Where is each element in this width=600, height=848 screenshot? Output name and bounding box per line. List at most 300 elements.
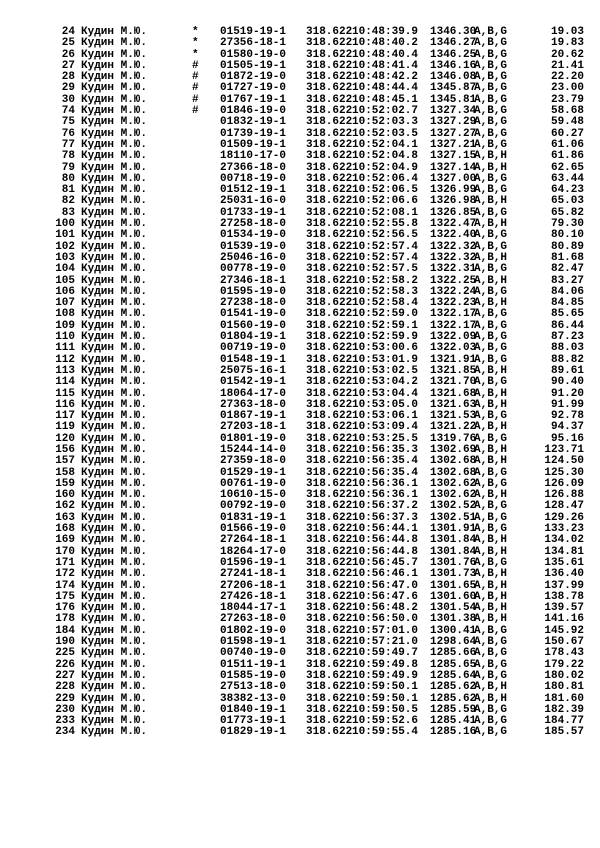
mode-code: A,B,G <box>474 48 508 61</box>
record-code: 01511-19-1 <box>220 658 287 671</box>
person-name: Кудин М.Ю. <box>81 376 148 389</box>
timestamp: 10:52:58.2 <box>352 274 419 287</box>
row-number: 116 <box>55 398 75 411</box>
timestamp: 10:53:01.9 <box>352 353 419 366</box>
row-number: 160 <box>55 489 75 502</box>
measure-value: 1345.81 <box>430 93 477 106</box>
record-code: 01840-19-1 <box>220 703 287 716</box>
mode-code: A,B,G <box>474 636 508 649</box>
table-row <box>0 230 600 241</box>
flag-mark: * <box>192 37 199 50</box>
timestamp: 10:56:37.2 <box>352 500 419 513</box>
row-number: 117 <box>55 410 75 423</box>
person-name: Кудин М.Ю. <box>81 692 148 705</box>
row-number: 174 <box>55 579 75 592</box>
mode-code: A,B,G <box>474 82 508 95</box>
record-code: 27238-18-0 <box>220 297 287 310</box>
record-code: 01739-19-1 <box>220 127 287 140</box>
elapsed-value: 133.23 <box>544 523 584 536</box>
timestamp: 10:53:06.1 <box>352 410 419 423</box>
flag-mark: # <box>192 93 199 106</box>
table-row <box>0 343 600 354</box>
timestamp: 10:52:58.4 <box>352 297 419 310</box>
person-name: Кудин М.Ю. <box>81 297 148 310</box>
record-code: 01801-19-0 <box>220 432 287 445</box>
timestamp: 10:48:41.4 <box>352 59 419 72</box>
timestamp: 10:52:06.5 <box>352 184 419 197</box>
frequency-value: 318.622 <box>306 48 353 61</box>
frequency-value: 318.622 <box>306 647 353 660</box>
person-name: Кудин М.Ю. <box>81 500 148 513</box>
frequency-value: 318.622 <box>306 37 353 50</box>
table-row <box>0 456 600 467</box>
row-number: 169 <box>55 534 75 547</box>
person-name: Кудин М.Ю. <box>81 274 148 287</box>
mode-code: A,B,G <box>474 477 508 490</box>
record-code: 01733-19-1 <box>220 206 287 219</box>
measure-value: 1321.68 <box>430 387 477 400</box>
person-name: Кудин М.Ю. <box>81 624 148 637</box>
elapsed-value: 79.30 <box>550 218 584 231</box>
person-name: Кудин М.Ю. <box>81 545 148 558</box>
elapsed-value: 141.16 <box>544 613 584 626</box>
elapsed-value: 86.44 <box>550 319 584 332</box>
row-number: 162 <box>55 500 75 513</box>
row-number: 120 <box>55 432 75 445</box>
record-code: 00719-19-0 <box>220 342 287 355</box>
measure-value: 1301.65 <box>430 579 477 592</box>
timestamp: 10:52:03.5 <box>352 127 419 140</box>
record-code: 27258-18-0 <box>220 218 287 231</box>
timestamp: 10:59:49.9 <box>352 669 419 682</box>
frequency-value: 318.622 <box>306 387 353 400</box>
person-name: Кудин М.Ю. <box>81 410 148 423</box>
elapsed-value: 179.22 <box>544 658 584 671</box>
row-number: 81 <box>61 184 75 197</box>
row-number: 104 <box>55 263 75 276</box>
elapsed-value: 58.68 <box>550 105 584 118</box>
measure-value: 1302.51 <box>430 511 477 524</box>
mode-code: A,B,H <box>474 195 508 208</box>
frequency-value: 318.622 <box>306 613 353 626</box>
elapsed-value: 82.47 <box>550 263 584 276</box>
frequency-value: 318.622 <box>306 331 353 344</box>
flag-mark: # <box>192 59 199 72</box>
mode-code: A,B,G <box>474 206 508 219</box>
person-name: Кудин М.Ю. <box>81 26 148 38</box>
frequency-value: 318.622 <box>306 636 353 649</box>
measure-value: 1301.60 <box>430 590 477 603</box>
person-name: Кудин М.Ю. <box>81 489 148 502</box>
person-name: Кудин М.Ю. <box>81 421 148 434</box>
record-code: 10610-15-0 <box>220 489 287 502</box>
mode-code: A,B,H <box>474 218 508 231</box>
record-code: 01519-19-1 <box>220 26 287 38</box>
person-name: Кудин М.Ю. <box>81 556 148 569</box>
record-code: 01534-19-0 <box>220 229 287 242</box>
timestamp: 10:52:08.1 <box>352 206 419 219</box>
frequency-value: 318.622 <box>306 455 353 468</box>
timestamp: 10:53:09.4 <box>352 421 419 434</box>
row-number: 157 <box>55 455 75 468</box>
row-number: 29 <box>61 82 75 95</box>
mode-code: A,B,H <box>474 545 508 558</box>
mode-code: A,B,G <box>474 308 508 321</box>
elapsed-value: 150.67 <box>544 636 584 649</box>
table-row <box>0 117 600 128</box>
row-number: 229 <box>55 692 75 705</box>
table-row <box>0 38 600 49</box>
row-number: 114 <box>55 376 75 389</box>
timestamp: 10:59:50.1 <box>352 692 419 705</box>
record-code: 01867-19-1 <box>220 410 287 423</box>
elapsed-value: 90.40 <box>550 376 584 389</box>
record-code: 01831-19-1 <box>220 511 287 524</box>
measure-value: 1321.70 <box>430 376 477 389</box>
person-name: Кудин М.Ю. <box>81 184 148 197</box>
person-name: Кудин М.Ю. <box>81 477 148 490</box>
mode-code: A,B,G <box>474 105 508 118</box>
elapsed-value: 63.44 <box>550 172 584 185</box>
frequency-value: 318.622 <box>306 443 353 456</box>
timestamp: 10:52:55.8 <box>352 218 419 231</box>
frequency-value: 318.622 <box>306 127 353 140</box>
person-name: Кудин М.Ю. <box>81 172 148 185</box>
elapsed-value: 123.71 <box>544 443 584 456</box>
timestamp: 10:56:45.7 <box>352 556 419 569</box>
mode-code: A,B,G <box>474 703 508 716</box>
timestamp: 10:52:06.4 <box>352 172 419 185</box>
frequency-value: 318.622 <box>306 274 353 287</box>
person-name: Кудин М.Ю. <box>81 308 148 321</box>
person-name: Кудин М.Ю. <box>81 71 148 84</box>
flag-mark: # <box>192 105 199 118</box>
record-code: 01529-19-1 <box>220 466 287 479</box>
row-number: 113 <box>55 364 75 377</box>
person-name: Кудин М.Ю. <box>81 466 148 479</box>
frequency-value: 318.622 <box>306 353 353 366</box>
timestamp: 10:56:35.4 <box>352 455 419 468</box>
mode-code: A,B,H <box>474 602 508 615</box>
elapsed-value: 91.99 <box>550 398 584 411</box>
person-name: Кудин М.Ю. <box>81 602 148 615</box>
row-number: 24 <box>61 26 75 38</box>
mode-code: A,B,G <box>474 116 508 129</box>
mode-code: A,B,H <box>474 364 508 377</box>
mode-code: A,B,H <box>474 534 508 547</box>
row-number: 172 <box>55 568 75 581</box>
frequency-value: 318.622 <box>306 206 353 219</box>
person-name: Кудин М.Ю. <box>81 511 148 524</box>
timestamp: 10:57:01.0 <box>352 624 419 637</box>
person-name: Кудин М.Ю. <box>81 319 148 332</box>
measure-value: 1301.73 <box>430 568 477 581</box>
record-code: 01767-19-1 <box>220 93 287 106</box>
mode-code: A,B,G <box>474 466 508 479</box>
elapsed-value: 80.10 <box>550 229 584 242</box>
elapsed-value: 84.06 <box>550 285 584 298</box>
frequency-value: 318.622 <box>306 93 353 106</box>
frequency-value: 318.622 <box>306 342 353 355</box>
timestamp: 10:48:39.9 <box>352 26 419 38</box>
row-number: 225 <box>55 647 75 660</box>
person-name: Кудин М.Ю. <box>81 127 148 140</box>
person-name: Кудин М.Ю. <box>81 658 148 671</box>
elapsed-value: 184.77 <box>544 715 584 728</box>
table-row <box>0 264 600 275</box>
timestamp: 10:52:04.8 <box>352 150 419 163</box>
mode-code: A,B,H <box>474 398 508 411</box>
frequency-value: 318.622 <box>306 489 353 502</box>
frequency-value: 318.622 <box>306 285 353 298</box>
mode-code: A,B,G <box>474 127 508 140</box>
elapsed-value: 61.06 <box>550 138 584 151</box>
measure-value: 1322.40 <box>430 229 477 242</box>
timestamp: 10:52:57.4 <box>352 240 419 253</box>
mode-code: A,B,G <box>474 37 508 50</box>
elapsed-value: 88.82 <box>550 353 584 366</box>
row-number: 163 <box>55 511 75 524</box>
mode-code: A,B,G <box>474 71 508 84</box>
frequency-value: 318.622 <box>306 240 353 253</box>
frequency-value: 318.622 <box>306 82 353 95</box>
frequency-value: 318.622 <box>306 308 353 321</box>
timestamp: 10:48:45.1 <box>352 93 419 106</box>
mode-code: A,B,G <box>474 556 508 569</box>
record-code: 01846-19-0 <box>220 105 287 118</box>
row-number: 119 <box>55 421 75 434</box>
measure-value: 1285.62 <box>430 692 477 705</box>
frequency-value: 318.622 <box>306 105 353 118</box>
flag-mark: # <box>192 82 199 95</box>
frequency-value: 318.622 <box>306 263 353 276</box>
elapsed-value: 23.79 <box>550 93 584 106</box>
frequency-value: 318.622 <box>306 59 353 72</box>
person-name: Кудин М.Ю. <box>81 432 148 445</box>
timestamp: 10:56:35.4 <box>352 466 419 479</box>
measure-value: 1322.32 <box>430 240 477 253</box>
row-number: 190 <box>55 636 75 649</box>
frequency-value: 318.622 <box>306 500 353 513</box>
elapsed-value: 64.23 <box>550 184 584 197</box>
record-code: 01804-19-1 <box>220 331 287 344</box>
frequency-value: 318.622 <box>306 116 353 129</box>
timestamp: 10:56:44.1 <box>352 523 419 536</box>
person-name: Кудин М.Ю. <box>81 703 148 716</box>
measure-value: 1322.25 <box>430 274 477 287</box>
elapsed-value: 91.20 <box>550 387 584 400</box>
mode-code: A,B,G <box>474 715 508 728</box>
measure-value: 1321.53 <box>430 410 477 423</box>
mode-code: A,B,G <box>474 523 508 536</box>
flag-mark: * <box>192 48 199 61</box>
measure-value: 1302.52 <box>430 500 477 513</box>
mode-code: A,B,H <box>474 692 508 705</box>
elapsed-value: 65.82 <box>550 206 584 219</box>
elapsed-value: 145.92 <box>544 624 584 637</box>
elapsed-value: 83.27 <box>550 274 584 287</box>
table-row <box>0 377 600 388</box>
mode-code: A,B,H <box>474 274 508 287</box>
row-number: 178 <box>55 613 75 626</box>
person-name: Кудин М.Ю. <box>81 443 148 456</box>
person-name: Кудин М.Ю. <box>81 523 148 536</box>
person-name: Кудин М.Ю. <box>81 218 148 231</box>
elapsed-value: 87.23 <box>550 331 584 344</box>
timestamp: 10:56:35.3 <box>352 443 419 456</box>
measure-value: 1302.68 <box>430 455 477 468</box>
measure-value: 1302.68 <box>430 466 477 479</box>
record-code: 01727-19-0 <box>220 82 287 95</box>
frequency-value: 318.622 <box>306 161 353 174</box>
record-code: 01542-19-1 <box>220 376 287 389</box>
timestamp: 10:52:03.3 <box>352 116 419 129</box>
mode-code: A,B,G <box>474 263 508 276</box>
measure-value: 1327.00 <box>430 172 477 185</box>
record-code: 01539-19-0 <box>220 240 287 253</box>
row-number: 170 <box>55 545 75 558</box>
row-number: 112 <box>55 353 75 366</box>
measure-value: 1322.32 <box>430 251 477 264</box>
timestamp: 10:59:52.6 <box>352 715 419 728</box>
timestamp: 10:52:02.7 <box>352 105 419 118</box>
person-name: Кудин М.Ю. <box>81 37 148 50</box>
timestamp: 10:52:04.1 <box>352 138 419 151</box>
mode-code: A,B,H <box>474 613 508 626</box>
elapsed-value: 62.65 <box>550 161 584 174</box>
person-name: Кудин М.Ю. <box>81 93 148 106</box>
frequency-value: 318.622 <box>306 602 353 615</box>
record-code: 01512-19-1 <box>220 184 287 197</box>
frequency-value: 318.622 <box>306 568 353 581</box>
timestamp: 10:52:04.9 <box>352 161 419 174</box>
timestamp: 10:52:59.0 <box>352 308 419 321</box>
row-number: 80 <box>61 172 75 185</box>
timestamp: 10:56:48.2 <box>352 602 419 615</box>
frequency-value: 318.622 <box>306 364 353 377</box>
elapsed-value: 180.81 <box>544 681 584 694</box>
mode-code: A,B,H <box>474 590 508 603</box>
mode-code: A,B,G <box>474 376 508 389</box>
timestamp: 10:59:50.5 <box>352 703 419 716</box>
mode-code: A,B,G <box>474 726 508 739</box>
measure-value: 1322.24 <box>430 285 477 298</box>
row-number: 76 <box>61 127 75 140</box>
frequency-value: 318.622 <box>306 726 353 739</box>
mode-code: A,B,G <box>474 353 508 366</box>
timestamp: 10:52:56.5 <box>352 229 419 242</box>
timestamp: 10:53:00.6 <box>352 342 419 355</box>
table-row <box>0 151 600 162</box>
frequency-value: 318.622 <box>306 590 353 603</box>
timestamp: 10:59:55.4 <box>352 726 419 739</box>
person-name: Кудин М.Ю. <box>81 138 148 151</box>
timestamp: 10:56:37.3 <box>352 511 419 524</box>
measure-value: 1298.64 <box>430 636 477 649</box>
person-name: Кудин М.Ю. <box>81 590 148 603</box>
measure-value: 1285.59 <box>430 703 477 716</box>
frequency-value: 318.622 <box>306 579 353 592</box>
row-number: 27 <box>61 59 75 72</box>
mode-code: A,B,H <box>474 150 508 163</box>
person-name: Кудин М.Ю. <box>81 59 148 72</box>
record-code: 27366-18-0 <box>220 161 287 174</box>
row-number: 233 <box>55 715 75 728</box>
timestamp: 10:53:04.4 <box>352 387 419 400</box>
elapsed-value: 80.89 <box>550 240 584 253</box>
frequency-value: 318.622 <box>306 669 353 682</box>
record-code: 00792-19-0 <box>220 500 287 513</box>
timestamp: 10:52:06.6 <box>352 195 419 208</box>
record-code: 01596-19-1 <box>220 556 287 569</box>
frequency-value: 318.622 <box>306 477 353 490</box>
elapsed-value: 61.86 <box>550 150 584 163</box>
frequency-value: 318.622 <box>306 534 353 547</box>
measure-value: 1326.98 <box>430 195 477 208</box>
record-code: 01548-19-1 <box>220 353 287 366</box>
row-number: 103 <box>55 251 75 264</box>
record-code: 01541-19-0 <box>220 308 287 321</box>
row-number: 115 <box>55 387 75 400</box>
row-number: 101 <box>55 229 75 242</box>
person-name: Кудин М.Ю. <box>81 613 148 626</box>
person-name: Кудин М.Ю. <box>81 240 148 253</box>
elapsed-value: 138.78 <box>544 590 584 603</box>
person-name: Кудин М.Ю. <box>81 647 148 660</box>
person-name: Кудин М.Ю. <box>81 669 148 682</box>
frequency-value: 318.622 <box>306 658 353 671</box>
person-name: Кудин М.Ю. <box>81 161 148 174</box>
table-row <box>0 648 600 659</box>
measure-value: 1346.27 <box>430 37 477 50</box>
elapsed-value: 84.85 <box>550 297 584 310</box>
measure-value: 1319.76 <box>430 432 477 445</box>
timestamp: 10:48:42.2 <box>352 71 419 84</box>
record-code: 25031-16-0 <box>220 195 287 208</box>
row-number: 100 <box>55 218 75 231</box>
mode-code: A,B,G <box>474 432 508 445</box>
elapsed-value: 180.02 <box>544 669 584 682</box>
frequency-value: 318.622 <box>306 681 353 694</box>
row-number: 175 <box>55 590 75 603</box>
frequency-value: 318.622 <box>306 184 353 197</box>
elapsed-value: 21.41 <box>550 59 584 72</box>
elapsed-value: 59.48 <box>550 116 584 129</box>
measure-value: 1346.25 <box>430 48 477 61</box>
person-name: Кудин М.Ю. <box>81 455 148 468</box>
results-listing <box>0 27 600 739</box>
record-code: 01580-19-0 <box>220 48 287 61</box>
elapsed-value: 19.83 <box>550 37 584 50</box>
timestamp: 10:53:04.2 <box>352 376 419 389</box>
row-number: 102 <box>55 240 75 253</box>
timestamp: 10:52:59.9 <box>352 331 419 344</box>
timestamp: 10:59:49.8 <box>352 658 419 671</box>
person-name: Кудин М.Ю. <box>81 726 148 739</box>
measure-value: 1285.41 <box>430 715 477 728</box>
record-code: 18264-17-0 <box>220 545 287 558</box>
frequency-value: 318.622 <box>306 410 353 423</box>
measure-value: 1322.31 <box>430 263 477 276</box>
row-number: 111 <box>55 342 75 355</box>
row-number: 108 <box>55 308 75 321</box>
timestamp: 10:59:50.1 <box>352 681 419 694</box>
person-name: Кудин М.Ю. <box>81 579 148 592</box>
row-number: 158 <box>55 466 75 479</box>
mode-code: A,B,H <box>474 297 508 310</box>
elapsed-value: 126.88 <box>544 489 584 502</box>
frequency-value: 318.622 <box>306 218 353 231</box>
